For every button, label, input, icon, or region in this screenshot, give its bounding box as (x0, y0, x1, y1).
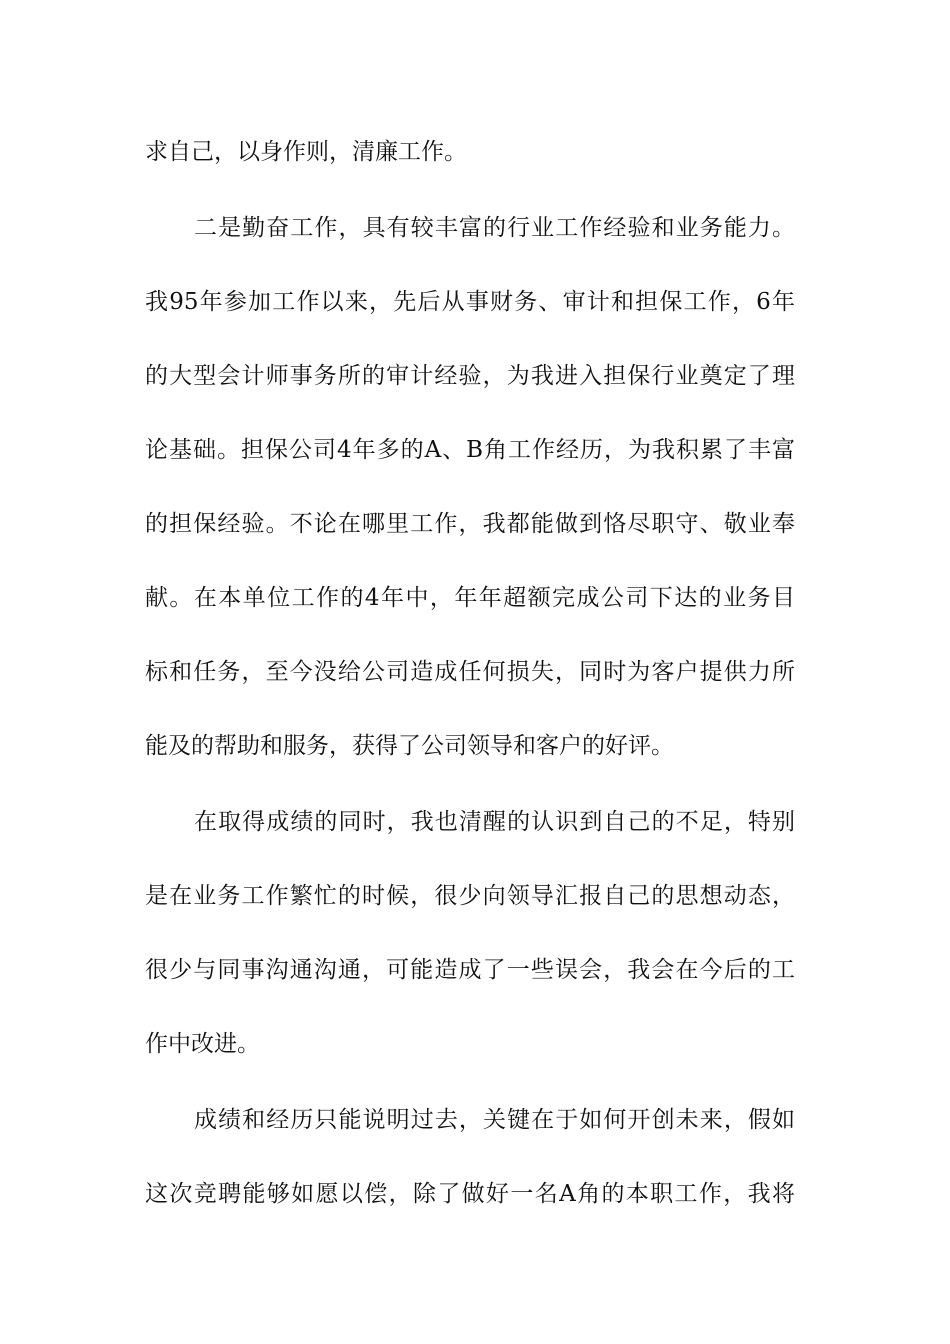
text-line-1: 求自己，以身作则，清廉工作。 (145, 139, 467, 165)
text-line-7: 献。在本单位工作的4年中，年年超额完成公司下达的业务目 (145, 585, 795, 611)
text-line-5: 论基础。担保公司4年多的A、B角工作经历，为我积累了丰富 (145, 437, 795, 463)
text-line-4: 的大型会计师事务所的审计经验，为我进入担保行业奠定了理 (145, 363, 795, 389)
text-line-13: 作中改进。 (145, 1031, 260, 1057)
text-line-12: 很少与同事沟通沟通，可能造成了一些误会，我会在今后的工 (145, 957, 795, 983)
text-line-3: 我95年参加工作以来，先后从事财务、审计和担保工作，6年 (145, 289, 795, 315)
text-line-10: 在取得成绩的同时，我也清醒的认识到自己的不足，特别 (194, 809, 795, 835)
text-line-8: 标和任务，至今没给公司造成任何损失，同时为客户提供力所 (145, 659, 795, 685)
text-line-11: 是在业务工作繁忙的时候，很少向领导汇报自己的思想动态， (145, 883, 795, 909)
text-line-9: 能及的帮助和服务，获得了公司领导和客户的好评。 (145, 733, 674, 759)
text-line-14: 成绩和经历只能说明过去，关键在于如何开创未来，假如 (194, 1107, 795, 1133)
text-line-6: 的担保经验。不论在哪里工作，我都能做到恪尽职守、敬业奉 (145, 511, 795, 537)
text-line-2: 二是勤奋工作，具有较丰富的行业工作经验和业务能力。 (194, 215, 795, 241)
text-line-15: 这次竞聘能够如愿以偿，除了做好一名A角的本职工作，我将 (145, 1181, 795, 1207)
